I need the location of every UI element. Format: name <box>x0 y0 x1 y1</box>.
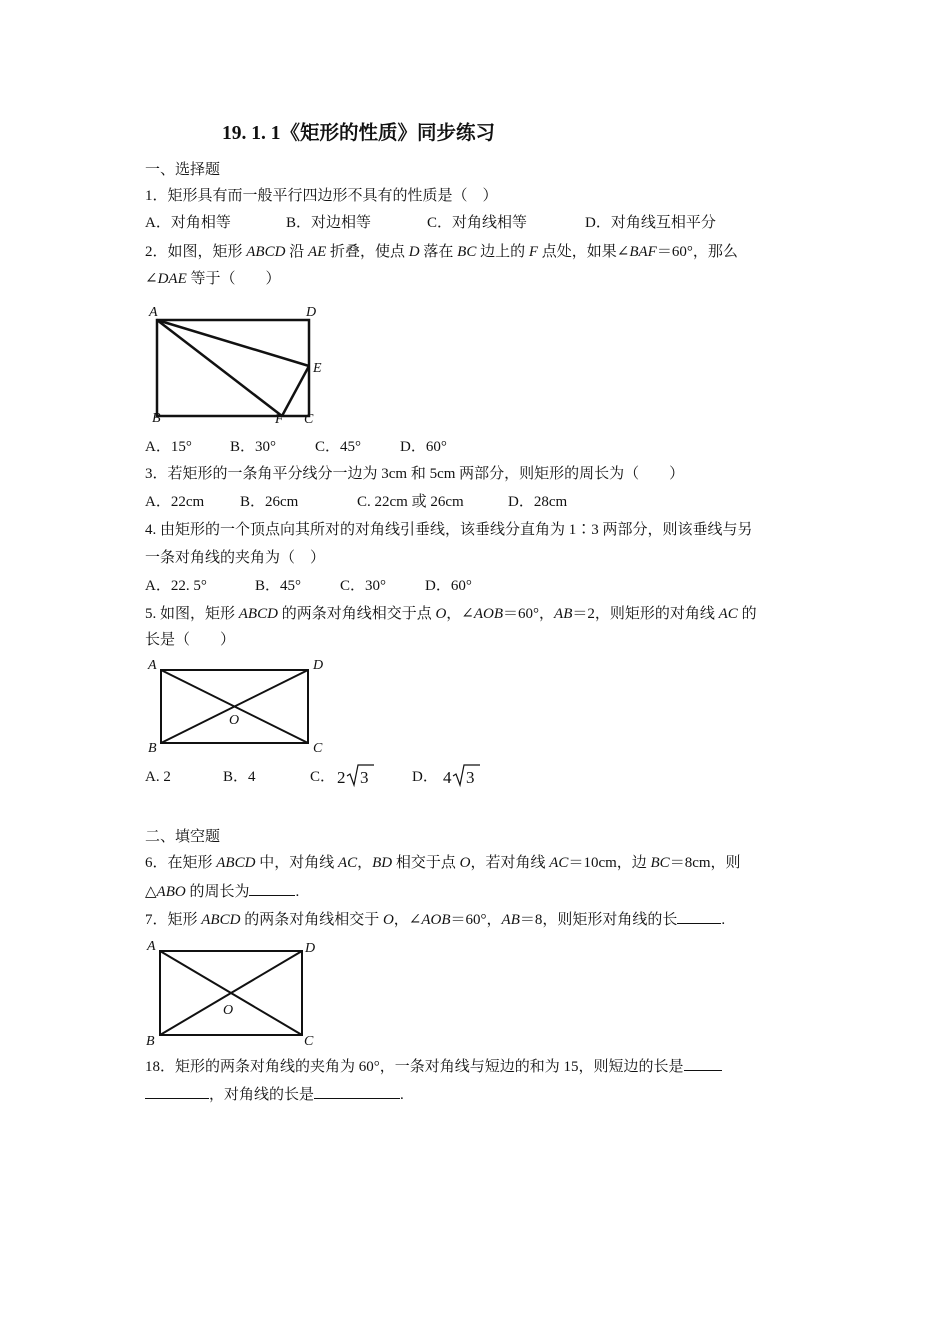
option-d: D．60° <box>400 439 447 455</box>
option-d: D．对角线互相平分 <box>585 215 716 231</box>
question-2-stem-line2: ∠DAE 等于（ ） <box>145 271 281 287</box>
option-d: D．28cm <box>508 494 568 510</box>
label-d: D <box>306 305 317 320</box>
question-1-options <box>145 213 716 233</box>
answer-blank[interactable] <box>145 1084 209 1099</box>
option-c: C. 22cm 或 26cm <box>357 494 464 510</box>
label-d: D <box>313 658 324 673</box>
svg-text:3: 3 <box>360 768 369 787</box>
label-b: B <box>148 741 157 756</box>
answer-blank[interactable] <box>249 881 295 896</box>
option-a: A．22cm <box>145 494 205 510</box>
label-e: E <box>313 361 322 376</box>
question-3-stem: 3．若矩形的一条角平分线分一边为 3cm 和 5cm 两部分，则矩形的周长为（ ） <box>145 466 685 482</box>
label-b: B <box>152 411 161 426</box>
option-b: B．4 <box>223 769 256 785</box>
question-3-options <box>145 492 567 512</box>
question-7-stem: 7．矩形 ABCD 的两条对角线相交于 O，∠AOB＝60°，AB＝8，则矩形对角线的长 . <box>145 909 725 930</box>
option-d-value <box>443 763 483 789</box>
question-4-stem-line2: 一条对角线的夹角为（ ） <box>145 550 326 566</box>
label-c: C <box>313 741 323 756</box>
label-d: D <box>305 941 316 956</box>
question-18-stem-line2: ，对角线的长是 . <box>145 1084 404 1105</box>
question-5-figure <box>145 655 335 755</box>
option-c: C． <box>310 769 336 785</box>
page-title: 19. 1. 1《矩形的性质》同步练习 <box>222 123 496 144</box>
question-5-stem-line1: 5. 如图，矩形 ABCD 的两条对角线相交于点 O，∠AOB＝60°，AB＝2，则矩形的对角线 AC 的 <box>145 606 757 622</box>
question-6-stem-line2: △ABO 的周长为 . <box>145 881 299 902</box>
option-a: A. 2 <box>145 769 171 785</box>
label-c: C <box>304 1034 314 1049</box>
option-b: B．45° <box>255 578 302 594</box>
label-c: C <box>304 412 314 427</box>
label-a: A <box>148 658 157 673</box>
question-7-figure <box>145 936 335 1048</box>
option-b: B．30° <box>230 439 277 455</box>
svg-text:2: 2 <box>337 768 346 787</box>
label-b: B <box>146 1034 155 1049</box>
question-18-stem-line1: 18．矩形的两条对角线的夹角为 60°，一条对角线与短边的和为 15，则短边的长是 <box>145 1056 722 1077</box>
option-c-value <box>337 763 377 789</box>
option-d: D． <box>412 769 438 785</box>
svg-text:4: 4 <box>443 768 452 787</box>
option-b: B．对边相等 <box>286 215 372 231</box>
label-f: F <box>275 412 284 427</box>
question-1-stem: 1．矩形具有而一般平行四边形不具有的性质是（ ） <box>145 188 498 204</box>
answer-blank[interactable] <box>677 909 721 924</box>
option-d: D．60° <box>425 578 472 594</box>
question-4-options <box>145 576 472 596</box>
question-6-stem-line1: 6．在矩形 ABCD 中，对角线 AC，BD 相交于点 O，若对角线 AC＝10cm，边 BC＝8cm，则 <box>145 855 741 871</box>
label-a: A <box>149 305 158 320</box>
label-o: O <box>229 713 240 728</box>
question-2-figure <box>145 300 335 430</box>
label-a: A <box>147 939 156 954</box>
option-c: C．对角线相等 <box>427 215 528 231</box>
question-2-stem-line1: 2．如图，矩形 ABCD 沿 AE 折叠，使点 D 落在 BC 边上的 F 点处，如果∠BAF＝60°，那么 <box>145 244 738 260</box>
option-a: A．15° <box>145 439 192 455</box>
svg-text:3: 3 <box>466 768 475 787</box>
option-c: C．30° <box>340 578 387 594</box>
question-4-stem-line1: 4. 由矩形的一个顶点向其所对的对角线引垂线，该垂线分直角为 1∶3 两部分，则该垂线与另 <box>145 522 753 538</box>
answer-blank[interactable] <box>684 1056 722 1071</box>
question-2-options <box>145 437 447 457</box>
option-b: B．26cm <box>240 494 299 510</box>
option-a: A．22. 5° <box>145 578 207 594</box>
section-heading-choice: 一、选择题 <box>145 162 221 178</box>
section-heading-fill: 二、填空题 <box>145 829 221 845</box>
option-c: C．45° <box>315 439 362 455</box>
answer-blank[interactable] <box>314 1084 400 1099</box>
option-a: A．对角相等 <box>145 215 231 231</box>
label-o: O <box>223 1003 234 1018</box>
question-5-stem-line2: 长是（ ） <box>145 632 236 648</box>
